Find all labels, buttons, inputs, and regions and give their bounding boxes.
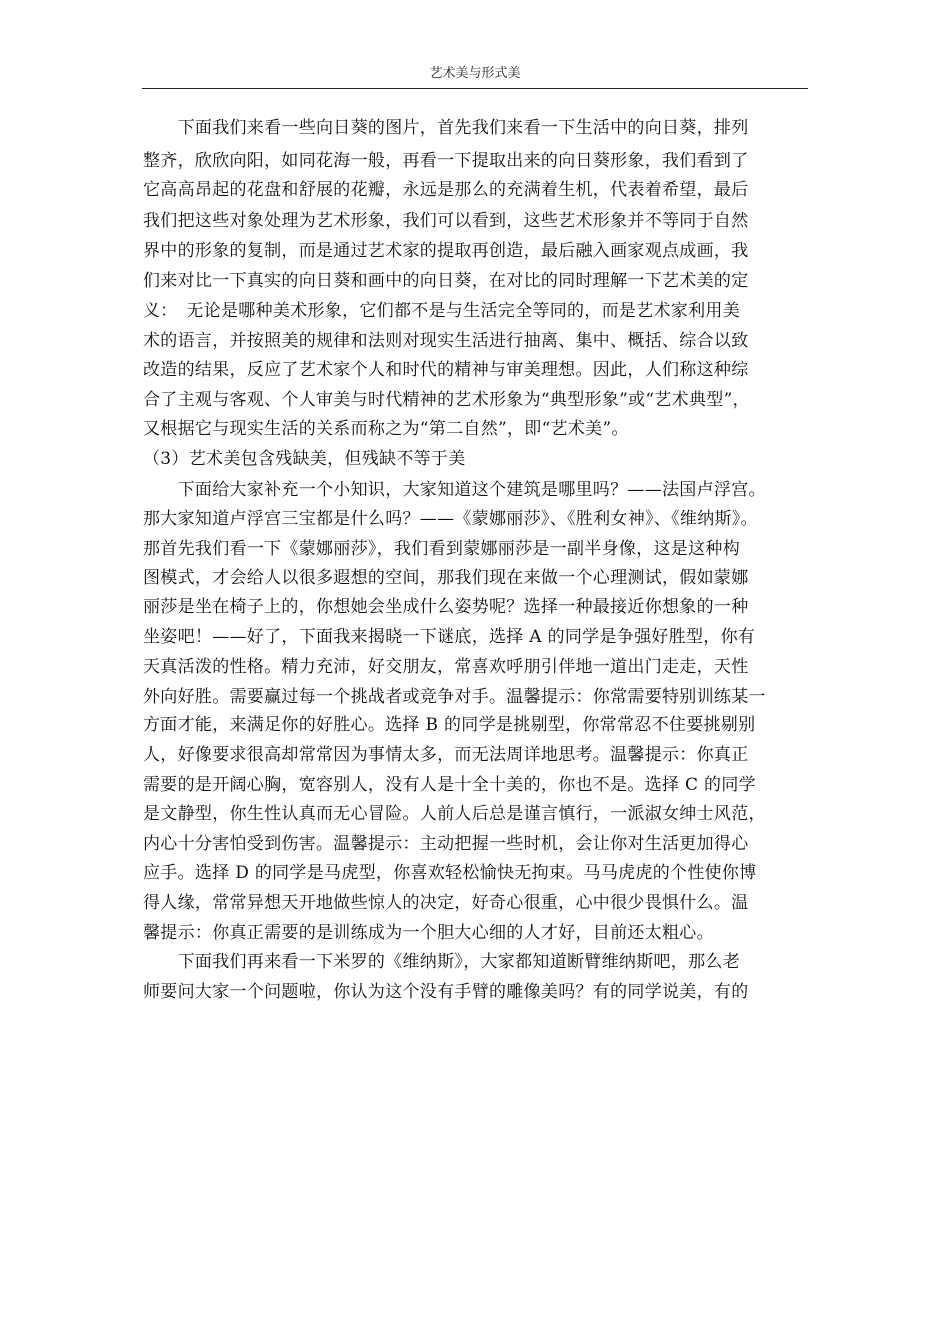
body-text-line: 合了主观与客观、个人审美与时代精神的艺术形象为“典型形象”或“艺术典型”， bbox=[143, 390, 750, 410]
body-text-line: 又根据它与现实生活的关系而称之为“第二自然”，即“艺术美”。 bbox=[143, 419, 629, 439]
body-text-line: 它高高昂起的花盘和舒展的花瓣，永远是那么的充满着生机，代表着希望，最后 bbox=[143, 180, 749, 200]
body-text-line: 界中的形象的复制，而是通过艺术家的提取再创造，最后融入画家观点成画，我 bbox=[143, 241, 749, 261]
body-text-line: 是文静型，你生性认真而无心冒险。人前人后总是谨言慎行，一派淑女绅士风范， bbox=[143, 804, 766, 824]
body-text-line: 那首先我们看一下《蒙娜丽莎》，我们看到蒙娜丽莎是一副半身像，这是这种构 bbox=[143, 539, 740, 559]
body-text-line: 义： 无论是哪种美术形象，它们都不是与生活完全等同的，而是艺术家利用美 bbox=[143, 301, 740, 321]
body-text-line: 馨提示：你真正需要的是训练成为一个胆大心细的人才好，目前还太粗心。 bbox=[143, 923, 714, 943]
body-text-line: 术的语言，并按照美的规律和法则对现实生活进行抽离、集中、概括、综合以致 bbox=[143, 331, 749, 351]
body-text-line: 外向好胜。需要赢过每一个挑战者或竞争对手。温馨提示：你常需要特别训练某一 bbox=[143, 687, 766, 707]
header-divider bbox=[142, 88, 808, 89]
body-text-line: 整齐，欣欣向阳，如同花海一般，再看一下提取出来的向日葵形象，我们看到了 bbox=[143, 151, 749, 171]
body-text-line: 坐姿吧！——好了，下面我来揭晓一下谜底，选择 A 的同学是争强好胜型，你有 bbox=[143, 627, 756, 647]
body-text-line: 方面才能，来满足你的好胜心。选择 B 的同学是挑剔型，你常常忍不住要挑剔别 bbox=[143, 715, 756, 735]
body-text-line: 应手。选择 D 的同学是马虎型，你喜欢轻松愉快无拘束。马马虎虎的个性使你博 bbox=[143, 863, 757, 883]
section-heading: （3）艺术美包含残缺美，但残缺不等于美 bbox=[143, 449, 466, 469]
body-text-line: 我们把这些对象处理为艺术形象，我们可以看到，这些艺术形象并不等同于自然 bbox=[143, 211, 749, 231]
body-text-line: 下面给大家补充一个小知识，大家知道这个建筑是哪里吗？——法国卢浮宫。 bbox=[143, 480, 766, 500]
body-text-line: 图模式，才会给人以很多遐想的空间，那我们现在来做一个心理测试，假如蒙娜 bbox=[143, 568, 749, 588]
page-header-title: 艺术美与形式美 bbox=[429, 66, 521, 81]
body-text-line: 师要问大家一个问题啦，你认为这个没有手臂的雕像美吗？有的同学说美，有的 bbox=[143, 982, 749, 1002]
body-text-line: 天真活泼的性格。精力充沛，好交朋友，常喜欢呼朋引伴地一道出门走走，天性 bbox=[143, 657, 749, 677]
body-text-line: 改造的结果，反应了艺术家个人和时代的精神与审美理想。因此，人们称这种综 bbox=[143, 360, 749, 380]
body-text-line: 内心十分害怕受到伤害。温馨提示：主动把握一些时机，会让你对生活更加得心 bbox=[143, 834, 749, 854]
body-text-line: 丽莎是坐在椅子上的，你想她会坐成什么姿势呢？选择一种最接近你想象的一种 bbox=[143, 597, 749, 617]
body-text-line: 下面我们再来看一下米罗的《维纳斯》，大家都知道断臂维纳斯吧，那么老 bbox=[143, 952, 740, 972]
body-text-line: 们来对比一下真实的向日葵和画中的向日葵，在对比的同时理解一下艺术美的定 bbox=[143, 271, 749, 291]
body-text-line: 得人缘，常常异想天开地做些惊人的决定，好奇心很重，心中很少畏惧什么。温 bbox=[143, 893, 749, 913]
body-text-line: 人，好像要求很高却常常因为事情太多，而无法周详地思考。温馨提示：你真正 bbox=[143, 745, 749, 765]
body-text-line: 下面我们来看一些向日葵的图片，首先我们来看一下生活中的向日葵，排列 bbox=[143, 118, 749, 138]
body-text-line: 需要的是开阔心胸，宽容别人，没有人是十全十美的，你也不是。选择 C 的同学 bbox=[143, 775, 756, 795]
body-text-line: 那大家知道卢浮宫三宝都是什么吗？——《蒙娜丽莎》、《胜利女神》、《维纳斯》。 bbox=[143, 509, 758, 529]
